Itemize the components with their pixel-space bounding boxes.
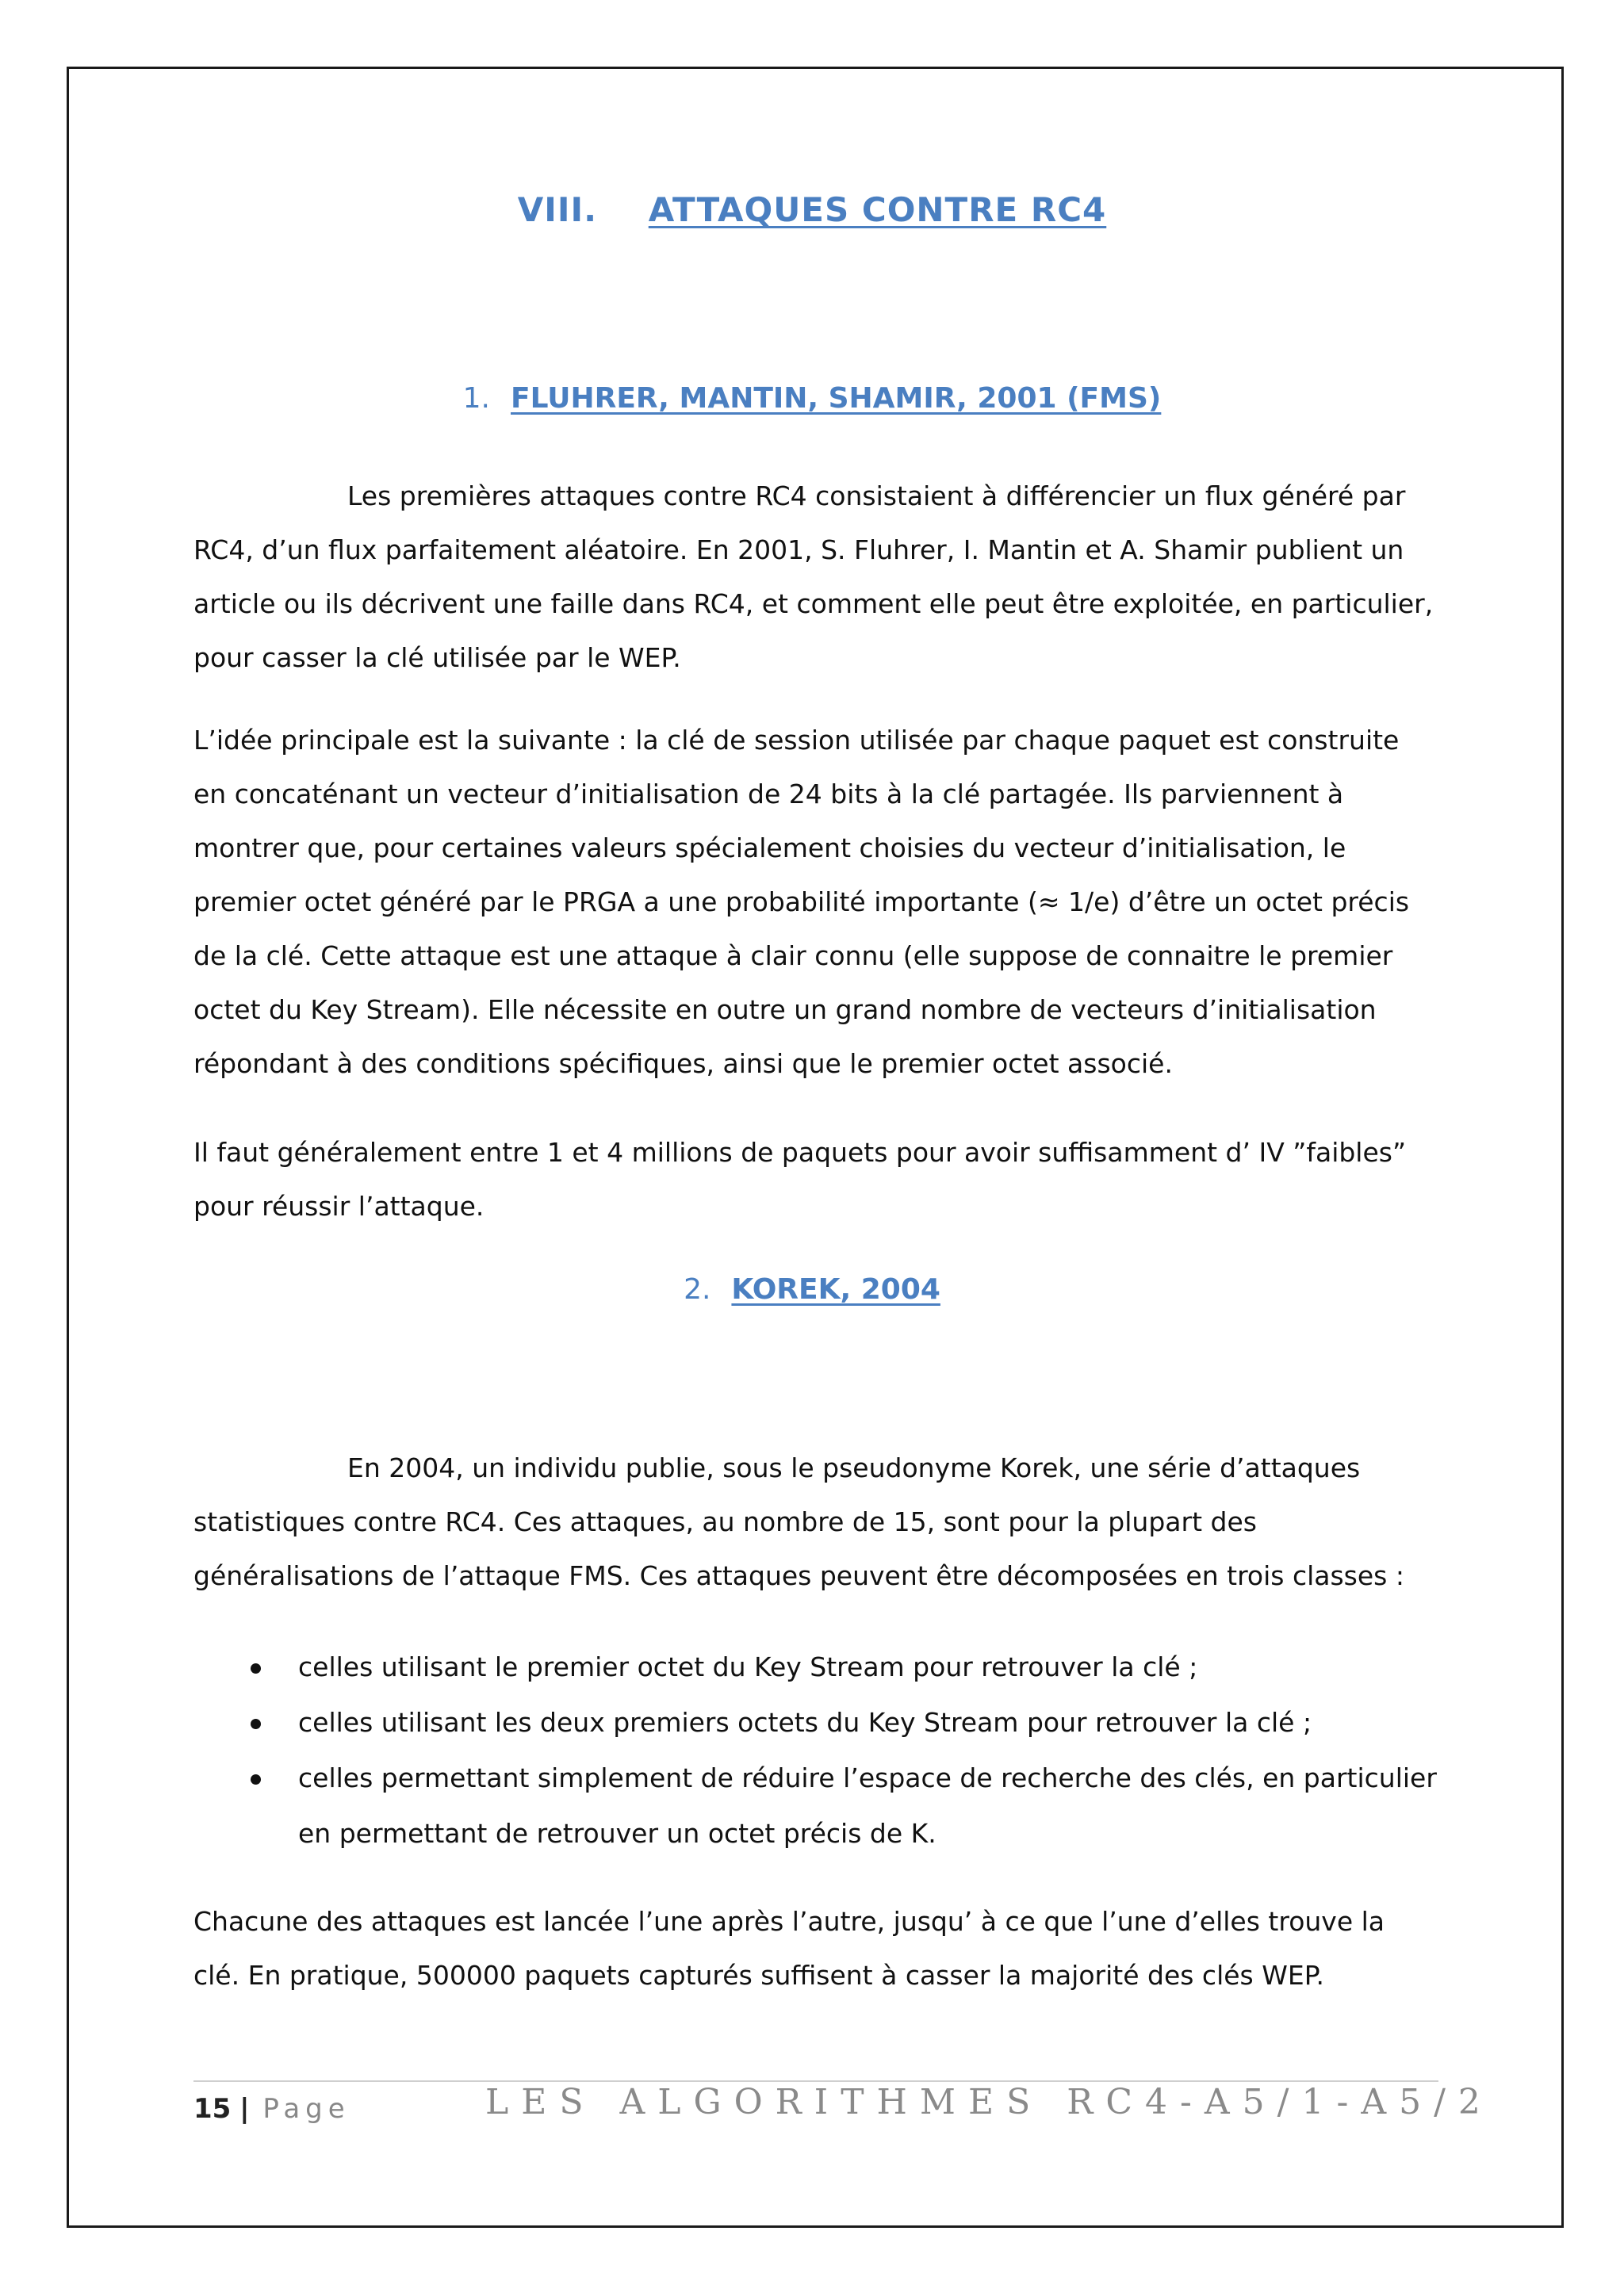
bullet-icon [251,1663,261,1674]
subsection-title: KOREK, 2004 [731,1273,940,1306]
subsection-number: 1. [462,382,490,415]
paragraph: L’idée principale est la suivante : la clé de session utilisée par chaque paquet est construite en concaténant un vecteur d’initialisation de 24 bits à la clé partagée. Ils parviennent à montrer que, pour certaines valeurs spécialement choisies du vecteur d’initialisation, le premier octet généré par le PRGA a une probabilité importante (≈ 1/e) d’être un octet précis de la clé. Cette attaque est une attaque à clair connu (elle suppose de connaitre le premier octet du Key Stream). Elle nécessite en outre un grand nombre de vecteurs d’initialisation répondant à des conditions spécifiques, ainsi que le premier octet associé. [193,725,1410,1079]
page-label: Page [262,2093,350,2125]
section-title: ATTAQUES CONTRE RC4 [648,190,1107,229]
list-item: celles utilisant les deux premiers octets du Key Stream pour retrouver la clé ; [193,1695,1438,1751]
list-item: celles utilisant le premier octet du Key Stream pour retrouver la clé ; [193,1640,1438,1695]
paragraph: Il faut généralement entre 1 et 4 millions de paquets pour avoir suffisamment d’ IV ”faibles” pour réussir l’attaque. [193,1137,1407,1222]
footer-document-title: LES ALGORITHMES RC4-A5/1-A5/2 [485,2082,1493,2122]
paragraph: Chacune des attaques est lancée l’une après l’autre, jusqu’ à ce que l’une d’elles trouve la clé. En pratique, 500000 paquets capturés suffisent à casser la majorité des clés WEP. [193,1906,1385,1991]
subsection-heading-fms [0,382,1624,415]
paragraph: En 2004, un individu publie, sous le pseudonyme Korek, une série d’attaques statistiques contre RC4. Ces attaques, au nombre de 15, sont pour la plupart des généralisations de l’attaque FMS. Ces attaques peuvent être décomposées en trois classes : [193,1452,1404,1591]
page-number: 15 [193,2093,232,2125]
paragraph: Les premières attaques contre RC4 consistaient à différencier un flux généré par RC4, d’un flux parfaitement aléatoire. En 2001, S. Fluhrer, I. Mantin et A. Shamir publient un article ou ils décrivent une faille dans RC4, et comment elle peut être exploitée, en particulier, pour casser la clé utilisée par le WEP. [193,480,1434,673]
bullet-list [193,1640,1438,1862]
bullet-icon [251,1719,261,1729]
section-heading [0,190,1624,229]
footer-page-number [193,2093,350,2125]
subsection-number: 2. [684,1273,711,1306]
subsection-title: FLUHRER, MANTIN, SHAMIR, 2001 (FMS) [511,382,1162,415]
page-separator: | [239,2093,250,2125]
section-number: VIII. [517,190,598,229]
bullet-icon [251,1774,261,1785]
subsection-heading-korek [0,1273,1624,1306]
list-item: celles permettant simplement de réduire l’espace de recherche des clés, en particulier en permettant de retrouver un octet précis de K. [193,1751,1438,1862]
